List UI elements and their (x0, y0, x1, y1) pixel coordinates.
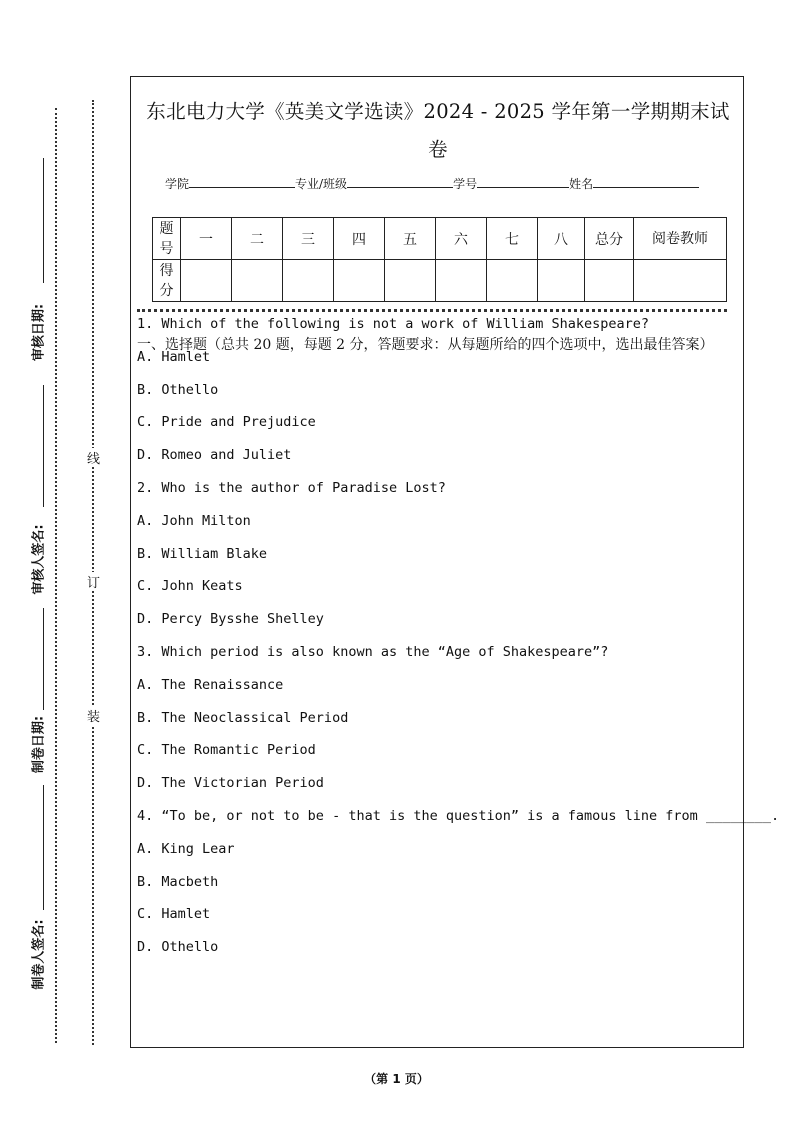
score-table-score-row (153, 260, 727, 302)
score-cell[interactable] (634, 260, 727, 302)
major-blank[interactable] (347, 175, 453, 188)
question-1-option: A. Hamlet (137, 348, 211, 365)
question-3-option: D. The Victorian Period (137, 775, 324, 792)
question-1-option: B. Othello (137, 381, 219, 398)
question-2-option: A. John Milton (137, 512, 251, 529)
question-3-option: B. The Neoclassical Period (137, 709, 349, 726)
question-1-option: D. Romeo and Juliet (137, 447, 292, 464)
score-cell[interactable] (585, 260, 634, 302)
id-blank[interactable] (477, 175, 569, 188)
score-header-cell: 二 (232, 218, 283, 260)
page-footer: （第 1 页） (364, 1072, 429, 1086)
binding-char-xian: 线 (87, 448, 100, 467)
score-cell[interactable] (436, 260, 487, 302)
question-4-option: A. King Lear (137, 840, 235, 857)
exam-title (131, 93, 745, 169)
score-cell[interactable] (334, 260, 385, 302)
binding-char-ding: 订 (87, 572, 100, 591)
question-4-option: D. Othello (137, 939, 219, 956)
major-label: 专业/班级 (295, 177, 348, 191)
college-blank[interactable] (189, 175, 295, 188)
score-header-cell: 三 (283, 218, 334, 260)
binding-char-zhuang: 装 (87, 706, 100, 725)
score-table (152, 217, 727, 302)
name-label: 姓名 (569, 177, 594, 191)
score-header-cell: 八 (538, 218, 585, 260)
section-1-heading: 一、选择题（总共 20 题，每题 2 分，答题要求：从每题所给的四个选项中，选出最佳答案） (137, 337, 714, 353)
question-4: 4. “To be, or not to be - that is the question” is a famous line from ________. (137, 808, 780, 824)
score-header-cell: 阅卷教师 (634, 218, 727, 260)
make-date-line (43, 608, 44, 710)
score-cell[interactable] (181, 260, 232, 302)
score-header-cell: 五 (385, 218, 436, 260)
score-cell[interactable] (487, 260, 538, 302)
score-cell[interactable] (232, 260, 283, 302)
id-label: 学号 (453, 177, 478, 191)
question-1-option: C. Pride and Prejudice (137, 414, 316, 431)
question-2: 2. Who is the author of Paradise Lost? (137, 480, 446, 496)
question-3-option: A. The Renaissance (137, 676, 284, 693)
score-row-label: 得分 (153, 260, 181, 302)
score-header-cell: 题号 (153, 218, 181, 260)
score-header-cell: 一 (181, 218, 232, 260)
score-cell[interactable] (283, 260, 334, 302)
audit-signer-label: 审核人签名: (31, 524, 47, 595)
score-header-cell: 六 (436, 218, 487, 260)
make-date-label: 制卷日期: (31, 715, 47, 774)
student-info-row (165, 175, 699, 192)
score-header-cell: 七 (487, 218, 538, 260)
question-3: 3. Which period is also known as the “Age of Shakespeare”? (137, 644, 609, 660)
section-separator (137, 309, 727, 312)
title-line-2: 卷 (428, 138, 448, 161)
score-header-cell: 四 (334, 218, 385, 260)
audit-signer-line (43, 385, 44, 507)
exam-frame (130, 76, 780, 1048)
make-signer-label: 制卷人签名: (31, 919, 47, 990)
title-line-1: 东北电力大学《英美文学选读》2024 - 2025 学年第一学期期末试 (146, 100, 730, 123)
question-4-option: B. Macbeth (137, 873, 219, 890)
score-cell[interactable] (538, 260, 585, 302)
question-4-option: C. Hamlet (137, 906, 211, 923)
name-blank[interactable] (593, 175, 699, 188)
college-label: 学院 (165, 177, 190, 191)
audit-date-line (43, 158, 44, 283)
score-cell[interactable] (385, 260, 436, 302)
audit-date-label: 审核日期: (31, 303, 47, 362)
question-1: 1. Which of the following is not a work of William Shakespeare? (137, 316, 650, 332)
make-signer-line (43, 785, 44, 910)
question-2-option: C. John Keats (137, 578, 243, 595)
question-2-option: B. William Blake (137, 545, 268, 562)
score-table-header-row (153, 218, 727, 260)
question-2-option: D. Percy Bysshe Shelley (137, 611, 324, 628)
question-3-option: C. The Romantic Period (137, 742, 316, 759)
score-header-cell: 总分 (585, 218, 634, 260)
binding-dotted-line-left (55, 108, 57, 1043)
